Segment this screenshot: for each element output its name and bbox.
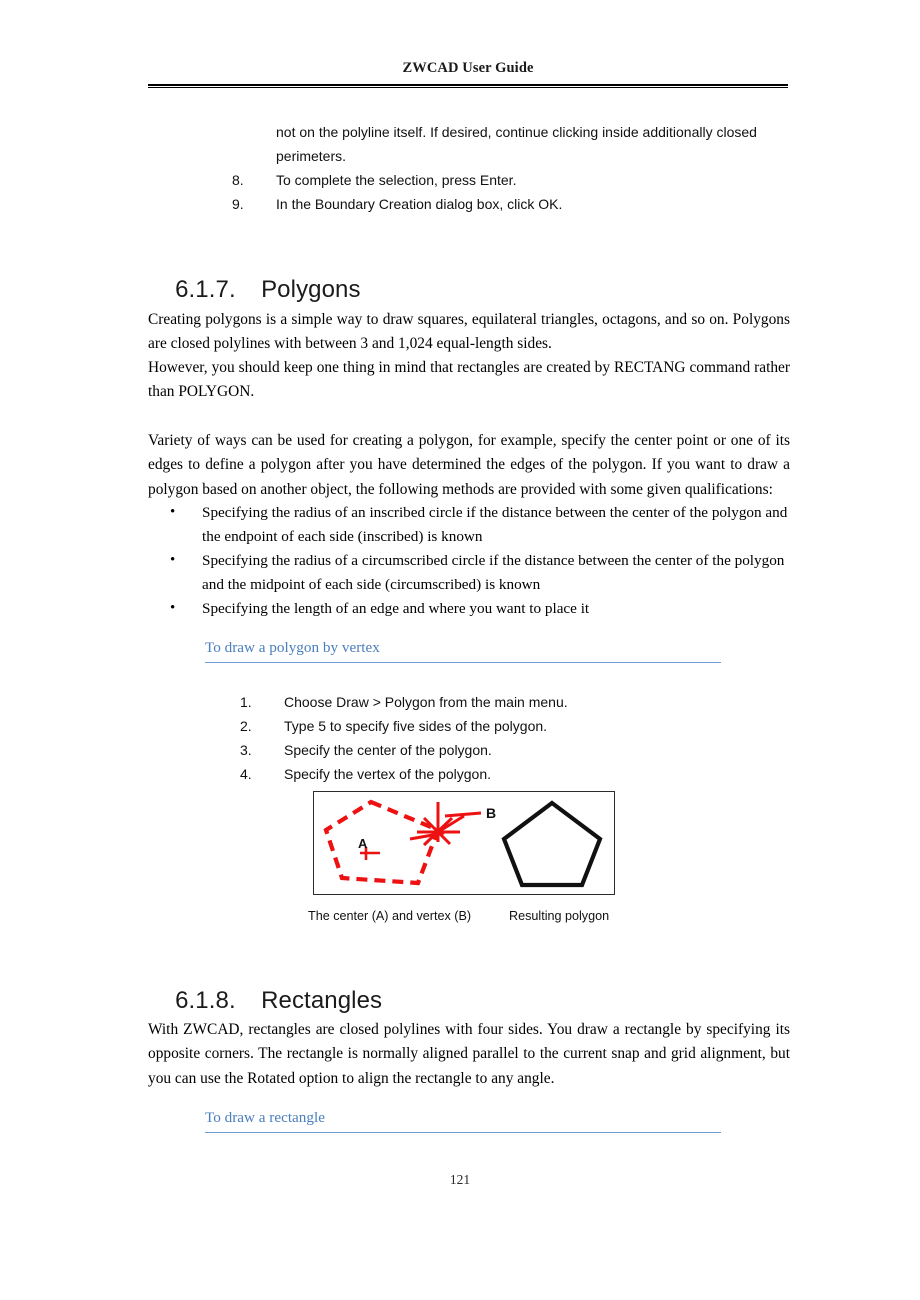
figure-label-b: B [486, 805, 497, 821]
list-item-text: In the Boundary Creation dialog box, click OK. [276, 196, 563, 212]
list-item [232, 168, 797, 192]
polygons-paragraph-3: Variety of ways can be used for creating a polygon, for example, specify the center point or one of its edges to define a polygon after you have determined the edges of the polygon. If you want to draw a polygon based on another object, the following methods are provided with some given qualifications: [148, 432, 790, 498]
procedure-heading-rectangle [205, 1108, 721, 1133]
bullet-text: Specifying the length of an edge and where you want to place it [202, 600, 590, 617]
bullet-item [160, 597, 796, 621]
procedure-heading-text: To draw a rectangle [205, 1109, 325, 1126]
list-item-text: Choose Draw > Polygon from the main menu. [284, 694, 568, 710]
boundary-steps-list [232, 120, 797, 216]
polygon-figure [313, 791, 615, 895]
bullet-dot-icon: • [170, 552, 176, 568]
page-number: 121 [449, 1172, 471, 1187]
section-title: Rectangles [261, 987, 383, 1014]
list-item [240, 714, 680, 738]
vertex-point-b-marker [410, 802, 464, 845]
section-number: 6.1.8. [175, 987, 236, 1014]
list-item-number: 8. [232, 172, 244, 188]
list-continuation-text: not on the polyline itself. If desired, continue clicking inside additionally closed perimeters. [276, 124, 757, 164]
running-header [148, 60, 788, 77]
figure-caption-left: The center (A) and vertex (B) [308, 909, 472, 923]
bullet-text: Specifying the radius of a circumscribed circle if the distance between the center of the polygon and the midpoint of each side (circumscribed) is known [202, 552, 785, 593]
header-divider [148, 84, 788, 88]
polygon-procedure-steps [240, 690, 680, 786]
section-number: 6.1.7. [175, 276, 236, 303]
procedure-heading-rule [205, 1132, 721, 1133]
list-item [240, 690, 680, 714]
dashed-pentagon-shape [326, 802, 438, 883]
list-item-text: Specify the vertex of the polygon. [284, 766, 492, 782]
list-item-text: To complete the selection, press Enter. [276, 172, 517, 188]
list-item-number: 3. [240, 742, 252, 758]
bullet-item [160, 549, 796, 597]
list-item-number: 2. [240, 718, 252, 734]
list-item-number: 9. [232, 196, 244, 212]
list-item-text: Specify the center of the polygon. [284, 742, 492, 758]
solid-pentagon-shape [504, 803, 600, 885]
section-title: Polygons [261, 276, 361, 303]
b-leader-line [445, 813, 481, 816]
bullet-dot-icon: • [170, 600, 176, 616]
header-title: ZWCAD User Guide [402, 60, 534, 76]
bullet-dot-icon: • [170, 504, 176, 520]
list-item [232, 192, 797, 216]
polygons-paragraph-1: Creating polygons is a simple way to draw squares, equilateral triangles, octagons, and so on. Polygons are closed polylines with between 3 and 1,024 equal-length sides. [148, 311, 790, 353]
list-item-number: 1. [240, 694, 252, 710]
procedure-heading-text: To draw a polygon by vertex [205, 639, 380, 656]
figure-label-a: A [358, 836, 368, 851]
polygons-paragraph-2: However, you should keep one thing in mind that rectangles are created by RECTANG command rather than POLYGON. [148, 359, 790, 401]
procedure-heading-polygon-by-vertex [205, 638, 721, 663]
bullet-item [160, 501, 796, 549]
list-item [240, 738, 680, 762]
list-item-number: 4. [240, 766, 252, 782]
polygon-figure-graphic [314, 792, 613, 893]
list-item [240, 762, 680, 786]
figure-caption-right: Resulting polygon [509, 909, 610, 923]
polygon-methods-bullets [160, 501, 796, 621]
list-item-text: Type 5 to specify five sides of the polygon. [284, 718, 548, 734]
procedure-heading-rule [205, 662, 721, 663]
rectangles-paragraph-1: With ZWCAD, rectangles are closed polylines with four sides. You draw a rectangle by specifying its opposite corners. The rectangle is normally aligned parallel to the current snap and grid alignment, but you can use the Rotated option to align the rectangle to any angle. [148, 1021, 790, 1087]
bullet-text: Specifying the radius of an inscribed circle if the distance between the center of the polygon and the endpoint of each side (inscribed) is known [202, 504, 788, 545]
